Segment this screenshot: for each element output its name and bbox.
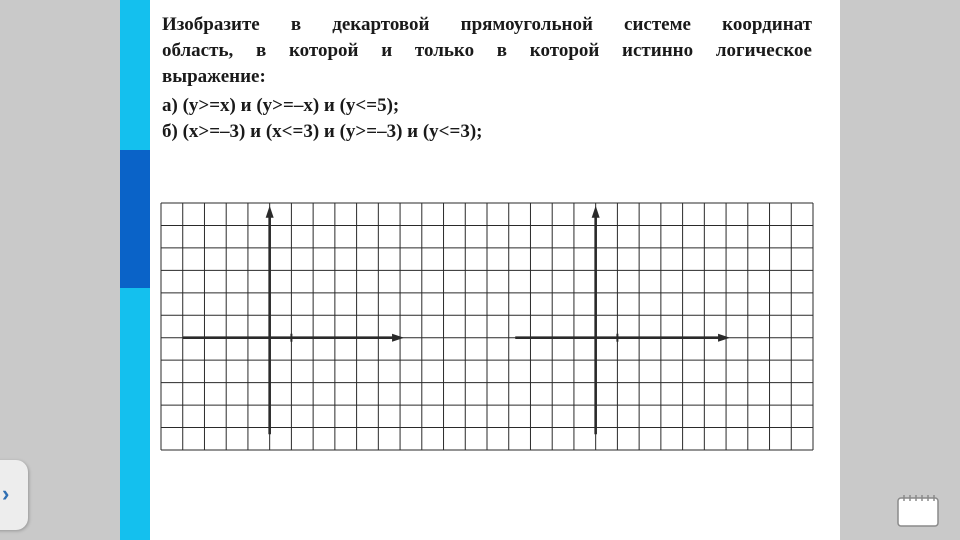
task-item-a: а) (y>=x) и (y>=–x) и (y<=5); [162,95,400,116]
left-y-axis-arrow [266,206,274,218]
right-y-axis-arrow [592,206,600,218]
notepad-icon [896,492,940,528]
chevron-right-icon: › [2,481,10,506]
left-x-axis-arrow [392,334,404,342]
left-frame [0,0,120,540]
task-text [162,12,812,145]
right-frame [840,0,960,540]
side-stripe-highlight [120,150,150,288]
coordinate-grid-area [160,202,814,457]
slide [120,0,840,540]
task-intro-line-3: выражение: [162,66,266,87]
task-item-b: б) (x>=–3) и (x<=3) и (y>=–3) и (y<=3); [162,121,483,142]
notes-button[interactable] [896,492,940,528]
task-intro-line-1: Изобразите в декартовой прямоугольной системе координат [162,14,812,35]
coordinate-grid [160,202,814,452]
task-intro-line-2: область, в которой и только в которой истинно логическое [162,40,812,61]
next-slide-button[interactable] [0,460,28,530]
right-x-axis-arrow [718,334,730,342]
